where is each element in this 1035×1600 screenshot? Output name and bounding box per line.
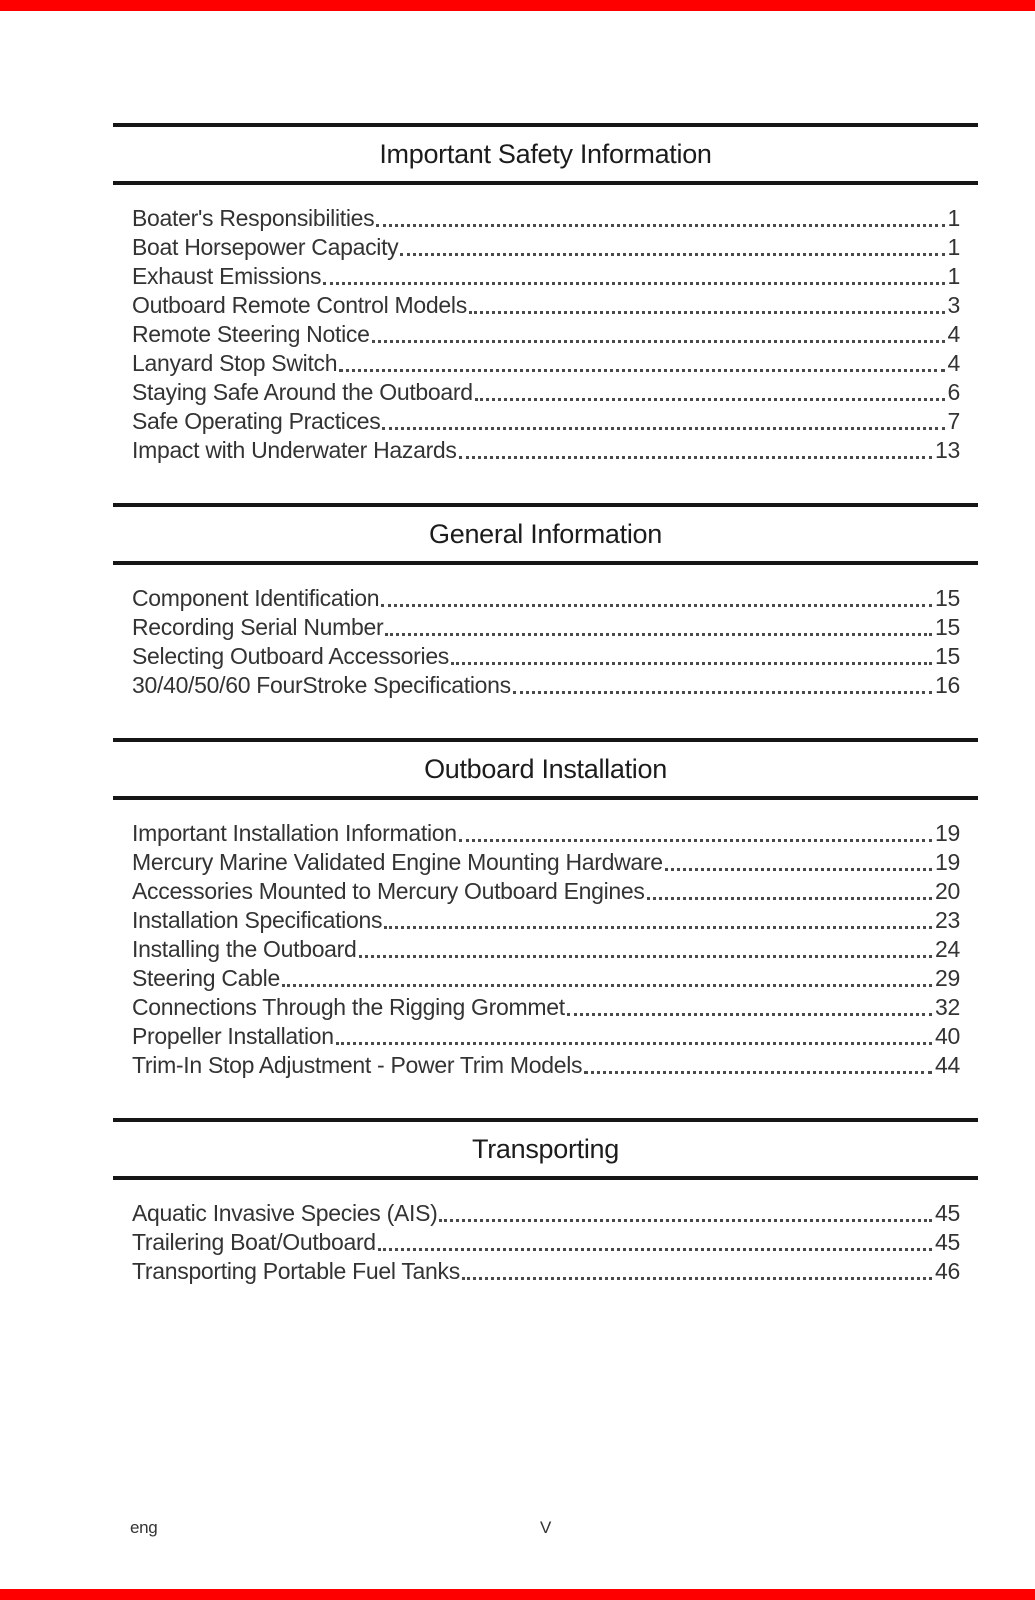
toc-entry-page-number: 1 <box>947 234 960 260</box>
dot-leader <box>584 1071 932 1074</box>
toc-entry-label: Exhaust Emissions <box>132 263 322 289</box>
toc-section-2 <box>113 503 978 700</box>
toc-entry-label: Important Installation Information <box>132 820 457 846</box>
toc-entry-page-number: 40 <box>935 1023 960 1049</box>
toc-section-4 <box>113 1118 978 1286</box>
top-red-bar <box>0 0 1035 11</box>
toc-section-1 <box>113 123 978 465</box>
toc-entry <box>113 378 978 407</box>
section-entries <box>113 185 978 465</box>
toc-entry-label: Lanyard Stop Switch <box>132 350 338 376</box>
toc-entry <box>113 584 978 613</box>
toc-entry <box>113 262 978 291</box>
toc-entry-page-number: 15 <box>935 614 960 640</box>
toc-entry-page-number: 4 <box>947 350 960 376</box>
dot-leader <box>469 311 945 314</box>
dot-leader <box>462 1277 932 1280</box>
dot-leader <box>647 897 932 900</box>
toc-entry-label: Trim-In Stop Adjustment - Power Trim Models <box>132 1052 583 1078</box>
bottom-red-bar <box>0 1589 1035 1600</box>
dot-leader <box>384 926 932 929</box>
toc-entry-page-number: 20 <box>935 878 960 904</box>
toc-entry <box>113 349 978 378</box>
toc-entry-label: 30/40/50/60 FourStroke Specifications <box>132 672 511 698</box>
dot-leader <box>372 340 945 343</box>
toc-entry-label: Remote Steering Notice <box>132 321 370 347</box>
toc-entry <box>113 407 978 436</box>
toc-entry <box>113 848 978 877</box>
dot-leader <box>378 1248 932 1251</box>
toc-entry-page-number: 19 <box>935 849 960 875</box>
toc-entry-label: Safe Operating Practices <box>132 408 381 434</box>
toc-entry-page-number: 1 <box>947 263 960 289</box>
dot-leader <box>459 456 932 459</box>
footer-language-label: eng <box>130 1518 158 1537</box>
toc-entry <box>113 436 978 465</box>
toc-entry-label: Aquatic Invasive Species (AIS) <box>132 1200 438 1226</box>
dot-leader <box>336 1042 932 1045</box>
dot-leader <box>665 868 932 871</box>
section-entries <box>113 800 978 1080</box>
dot-leader <box>475 398 945 401</box>
toc-entry <box>113 291 978 320</box>
toc-entry <box>113 613 978 642</box>
toc-entry-label: Component Identification <box>132 585 380 611</box>
toc-entry-label: Trailering Boat/Outboard <box>132 1229 376 1255</box>
footer-page-number: V <box>539 1518 552 1537</box>
toc-entry-page-number: 7 <box>947 408 960 434</box>
toc-entry <box>113 233 978 262</box>
toc-entry <box>113 1051 978 1080</box>
dot-leader <box>359 955 932 958</box>
toc-entry <box>113 906 978 935</box>
toc-entry-page-number: 6 <box>947 379 960 405</box>
dot-leader <box>339 369 944 372</box>
dot-leader <box>382 427 944 430</box>
toc-entry <box>113 204 978 233</box>
toc-entry <box>113 320 978 349</box>
toc-entry-label: Boat Horsepower Capacity <box>132 234 399 260</box>
toc-entry-page-number: 23 <box>935 907 960 933</box>
toc-entry-page-number: 15 <box>935 585 960 611</box>
toc-entry <box>113 1199 978 1228</box>
toc-entry-page-number: 15 <box>935 643 960 669</box>
toc-entry <box>113 1022 978 1051</box>
toc-entry-page-number: 44 <box>935 1052 960 1078</box>
section-title: Outboard Installation <box>113 738 978 800</box>
dot-leader <box>513 691 932 694</box>
toc-entry <box>113 877 978 906</box>
toc-content <box>113 123 978 1324</box>
dot-leader <box>439 1219 932 1222</box>
toc-entry-page-number: 16 <box>935 672 960 698</box>
dot-leader <box>459 839 932 842</box>
dot-leader <box>385 633 932 636</box>
section-title: Transporting <box>113 1118 978 1180</box>
dot-leader <box>400 253 944 256</box>
toc-entry-page-number: 32 <box>935 994 960 1020</box>
toc-entry <box>113 935 978 964</box>
section-entries <box>113 1180 978 1286</box>
toc-entry <box>113 819 978 848</box>
toc-entry <box>113 642 978 671</box>
toc-entry-label: Transporting Portable Fuel Tanks <box>132 1258 460 1284</box>
toc-entry <box>113 1228 978 1257</box>
section-title: Important Safety Information <box>113 123 978 185</box>
toc-entry-page-number: 29 <box>935 965 960 991</box>
dot-leader <box>323 282 944 285</box>
dot-leader <box>567 1013 932 1016</box>
toc-entry-label: Selecting Outboard Accessories <box>132 643 450 669</box>
toc-entry-label: Boater's Responsibilities <box>132 205 375 231</box>
dot-leader <box>282 984 932 987</box>
toc-entry-label: Steering Cable <box>132 965 280 991</box>
toc-entry-page-number: 45 <box>935 1200 960 1226</box>
toc-entry-page-number: 13 <box>935 437 960 463</box>
section-title: General Information <box>113 503 978 565</box>
toc-entry-label: Staying Safe Around the Outboard <box>132 379 473 405</box>
toc-entry-label: Mercury Marine Validated Engine Mounting Hardware <box>132 849 663 875</box>
toc-entry <box>113 671 978 700</box>
toc-entry-page-number: 1 <box>947 205 960 231</box>
dot-leader <box>376 224 944 227</box>
toc-entry-page-number: 19 <box>935 820 960 846</box>
toc-entry-label: Connections Through the Rigging Grommet <box>132 994 565 1020</box>
toc-entry-page-number: 45 <box>935 1229 960 1255</box>
toc-entry-label: Outboard Remote Control Models <box>132 292 467 318</box>
toc-entry <box>113 993 978 1022</box>
toc-entry-label: Impact with Underwater Hazards <box>132 437 457 463</box>
toc-entry <box>113 1257 978 1286</box>
toc-entry-label: Propeller Installation <box>132 1023 334 1049</box>
dot-leader <box>451 662 932 665</box>
dot-leader <box>381 604 932 607</box>
toc-entry <box>113 964 978 993</box>
section-entries <box>113 565 978 700</box>
toc-entry-label: Accessories Mounted to Mercury Outboard Engines <box>132 878 645 904</box>
toc-entry-label: Installing the Outboard <box>132 936 357 962</box>
toc-entry-label: Installation Specifications <box>132 907 383 933</box>
toc-entry-page-number: 46 <box>935 1258 960 1284</box>
toc-entry-page-number: 24 <box>935 936 960 962</box>
toc-entry-page-number: 3 <box>947 292 960 318</box>
toc-entry-page-number: 4 <box>947 321 960 347</box>
toc-section-3 <box>113 738 978 1080</box>
page-footer <box>113 1513 978 1543</box>
toc-entry-label: Recording Serial Number <box>132 614 384 640</box>
